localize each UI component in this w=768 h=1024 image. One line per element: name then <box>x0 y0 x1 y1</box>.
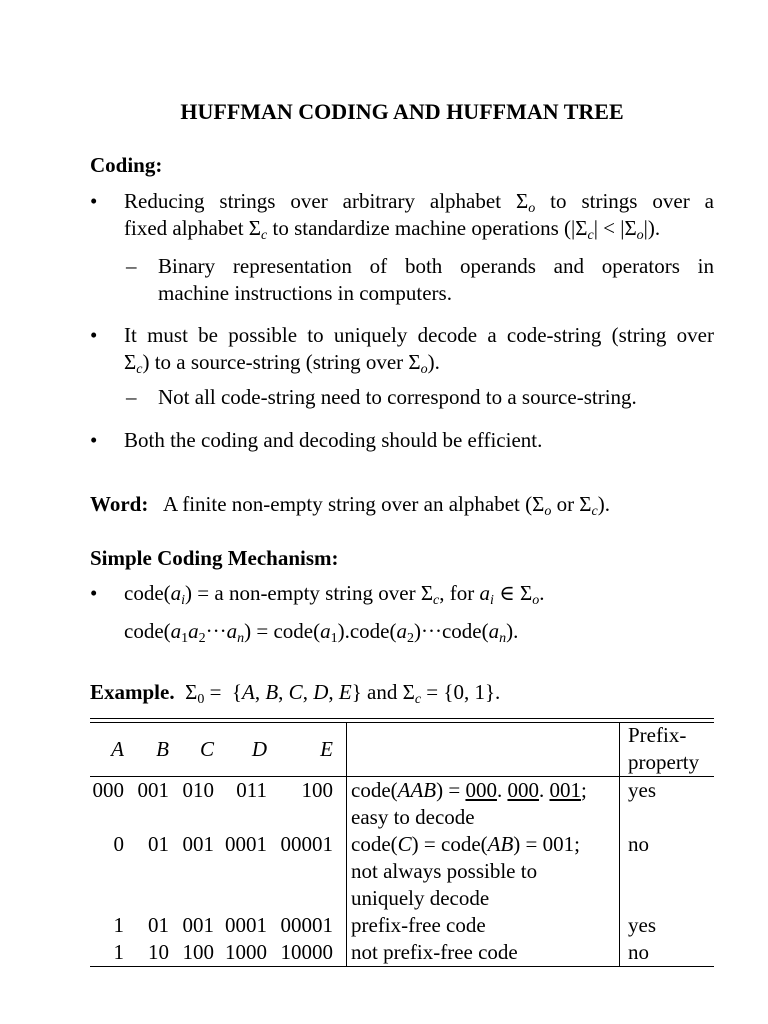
header-E: E <box>320 736 333 761</box>
header-A: A <box>111 736 124 761</box>
bullet-marker: • <box>90 189 98 213</box>
header-D: D <box>251 736 267 761</box>
bullet-2-line-2: $\Sigma_c$) to a source-string (string over $\Sigma_o$). <box>124 350 440 377</box>
row-prefix: no <box>620 939 715 967</box>
page-title: HUFFMAN CODING AND HUFFMAN TREE <box>180 99 624 124</box>
word-label: Word: <box>90 492 149 516</box>
bullet-1-line-2: fixed alphabet $\Sigma_c$ to standardize machine operations $(|\Sigma_c| < |\Sigma_o|)$. <box>124 216 661 243</box>
table-row: 000 001 010 011 100 code(AAB) = 000. 000. 001; easy to decode yes <box>90 777 714 832</box>
row-description: not prefix-free code <box>347 939 620 967</box>
header-B: B <box>156 736 169 761</box>
code-definition-line: $code(a_i) = a$ non-empty string over $\Sigma_c$, for $a_i$ ∈ $\Sigma_o$. <box>124 581 545 608</box>
dash-marker: – <box>126 385 137 409</box>
example-line <box>90 679 714 706</box>
row-description: code(AAB) = 000. 000. 001; easy to decode <box>347 777 620 832</box>
row-description: code(C) = code(AB) = 001; not always possible to uniquely decode <box>347 831 620 912</box>
table-rule-top <box>90 718 714 719</box>
header-C: C <box>199 736 214 761</box>
row-prefix: yes <box>620 777 715 832</box>
bullet-3-text: Both the coding and decoding should be efficient. <box>124 428 543 452</box>
table-row: 0 01 001 0001 00001 code(C) = code(AB) = 001; not always possible to uniquely decode no <box>90 831 714 912</box>
example-alphabets: $\Sigma_0 = \{A$, B, C, D, E} and $\Sigma_c = \{0$, 1}. <box>185 680 501 707</box>
code-concatenation-line: $code(a_1a_2\cdot\cdot\cdot a_n)$ = $code(a_1).code(a_2)\cdot\cdot\cdot code(a_n)$. <box>124 619 519 646</box>
bullet-1-line-1: Reducing strings over arbitrary alphabet $\Sigma_o$ to strings over a <box>124 189 715 216</box>
header-description <box>347 722 620 777</box>
bullet-marker: • <box>90 428 98 452</box>
coding-heading: Coding: <box>90 153 163 177</box>
table-header-row <box>90 722 714 777</box>
dash-marker: – <box>126 254 137 278</box>
example-label: Example. <box>90 680 175 704</box>
example-table <box>90 722 714 967</box>
word-definition <box>90 491 714 518</box>
row-description: prefix-free code <box>347 912 620 939</box>
subbullet-2-text: Not all code-string need to correspond to a source-string. <box>158 385 637 409</box>
simple-coding-heading: Simple Coding Mechanism: <box>90 546 339 570</box>
row-prefix: yes <box>620 912 715 939</box>
bullet-2-line-1: It must be possible to uniquely decode a code-string (string over <box>124 323 714 347</box>
bullet-marker: • <box>90 323 98 347</box>
table-row: 1 10 100 1000 10000 not prefix-free code no <box>90 939 714 967</box>
bullet-marker: • <box>90 581 98 605</box>
row-prefix: no <box>620 831 715 912</box>
subbullet-1-line-2: machine instructions in computers. <box>158 281 452 305</box>
header-prefix-property: Prefix- property <box>620 722 715 777</box>
table-row: 1 01 001 0001 00001 prefix-free code yes <box>90 912 714 939</box>
word-text: A finite non-empty string over an alphabet ($\Sigma_o$ or $\Sigma_c$). <box>162 492 610 519</box>
subbullet-1-line-1: Binary representation of both operands and operators in <box>158 254 714 278</box>
